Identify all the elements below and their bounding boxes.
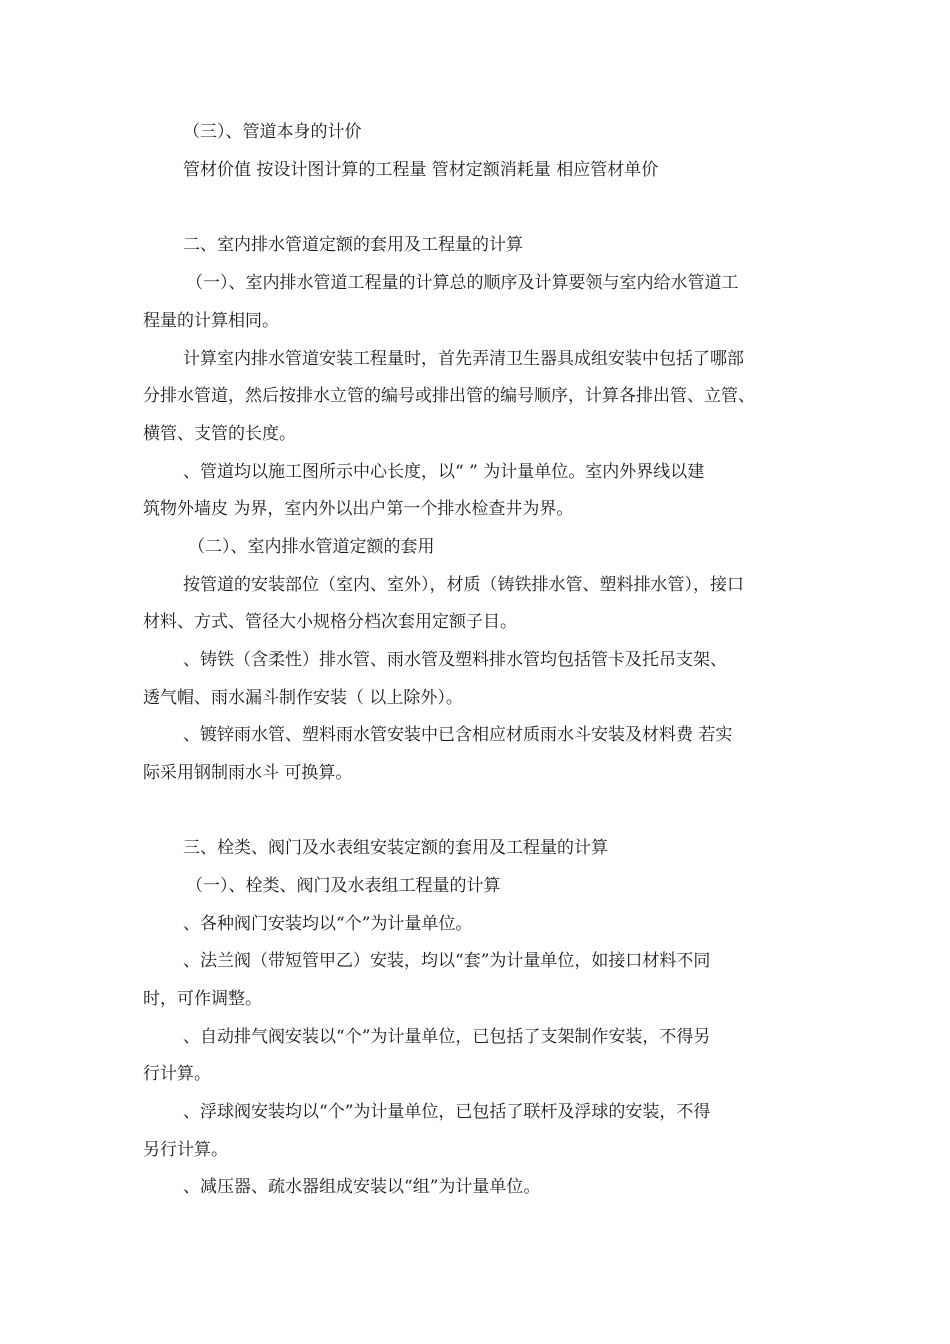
paragraph-line: 、铸铁（含柔性）排水管、雨水管及塑料排水管均包括管卡及托吊支架、 [183, 650, 727, 670]
section-heading: 三、栓类、阀门及水表组安装定额的套用及工程量的计算 [183, 838, 608, 858]
paragraph-line: 、法兰阀（带短管甲乙）安装，均以“套”为计量单位，如接口材料不同 [183, 951, 711, 971]
paragraph-line: 材料、方式、管径大小规格分档次套用定额子目。 [143, 612, 517, 632]
paragraph-line: 时，可作调整。 [143, 989, 262, 1009]
paragraph-line: 筑物外墙皮 为界，室内外以出户第一个排水检查井为界。 [143, 499, 574, 519]
paragraph-line: 计算室内排水管道安装工程量时，首先弄清卫生器具成组安装中包括了哪部 [183, 349, 744, 369]
paragraph-line: 管材价值 按设计图计算的工程量 管材定额消耗量 相应管材单价 [183, 160, 659, 180]
paragraph-line: 、管道均以施工图所示中心长度，以“ ” 为计量单位。室内外界线以建 [183, 462, 705, 482]
paragraph-line: 际采用钢制雨水斗 可换算。 [143, 763, 353, 783]
section-heading: 二、室内排水管道定额的套用及工程量的计算 [183, 235, 523, 255]
paragraph-line: 按管道的安装部位（室内、室外），材质（铸铁排水管、塑料排水管），接口 [183, 575, 744, 595]
paragraph-line: 分排水管道，然后按排水立管的编号或排出管的编号顺序，计算各排出管、立管、 [143, 386, 755, 406]
paragraph-line: 、镀锌雨水管、塑料雨水管安装中已含相应材质雨水斗安装及材料费 若实 [183, 725, 733, 745]
paragraph-line: 另行计算。 [143, 1140, 228, 1160]
paragraph-line: （一）、室内排水管道工程量的计算总的顺序及计算要领与室内给水管道工 [186, 273, 739, 293]
section-heading: （三）、管道本身的计价 [183, 122, 362, 142]
paragraph-line: 、各种阀门安装均以“个”为计量单位。 [183, 914, 473, 934]
paragraph-line: 、浮球阀安装均以“个”为计量单位，已包括了联杆及浮球的安装，不得 [183, 1102, 711, 1122]
paragraph-line: 横管、支管的长度。 [143, 424, 296, 444]
paragraph-line: 透气帽、雨水漏斗制作安装（ 以上除外）。 [143, 688, 463, 708]
section-heading: （二）、室内排水管道定额的套用 [188, 537, 435, 557]
paragraph-line: 行计算。 [143, 1064, 211, 1084]
section-heading: （一）、栓类、阀门及水表组工程量的计算 [186, 876, 501, 896]
paragraph-line: 程量的计算相同。 [143, 311, 279, 331]
paragraph-line: 、减压器、疏水器组成安装以“组”为计量单位。 [183, 1177, 541, 1197]
paragraph-line: 、自动排气阀安装以“个”为计量单位，已包括了支架制作安装，不得另 [183, 1027, 711, 1047]
